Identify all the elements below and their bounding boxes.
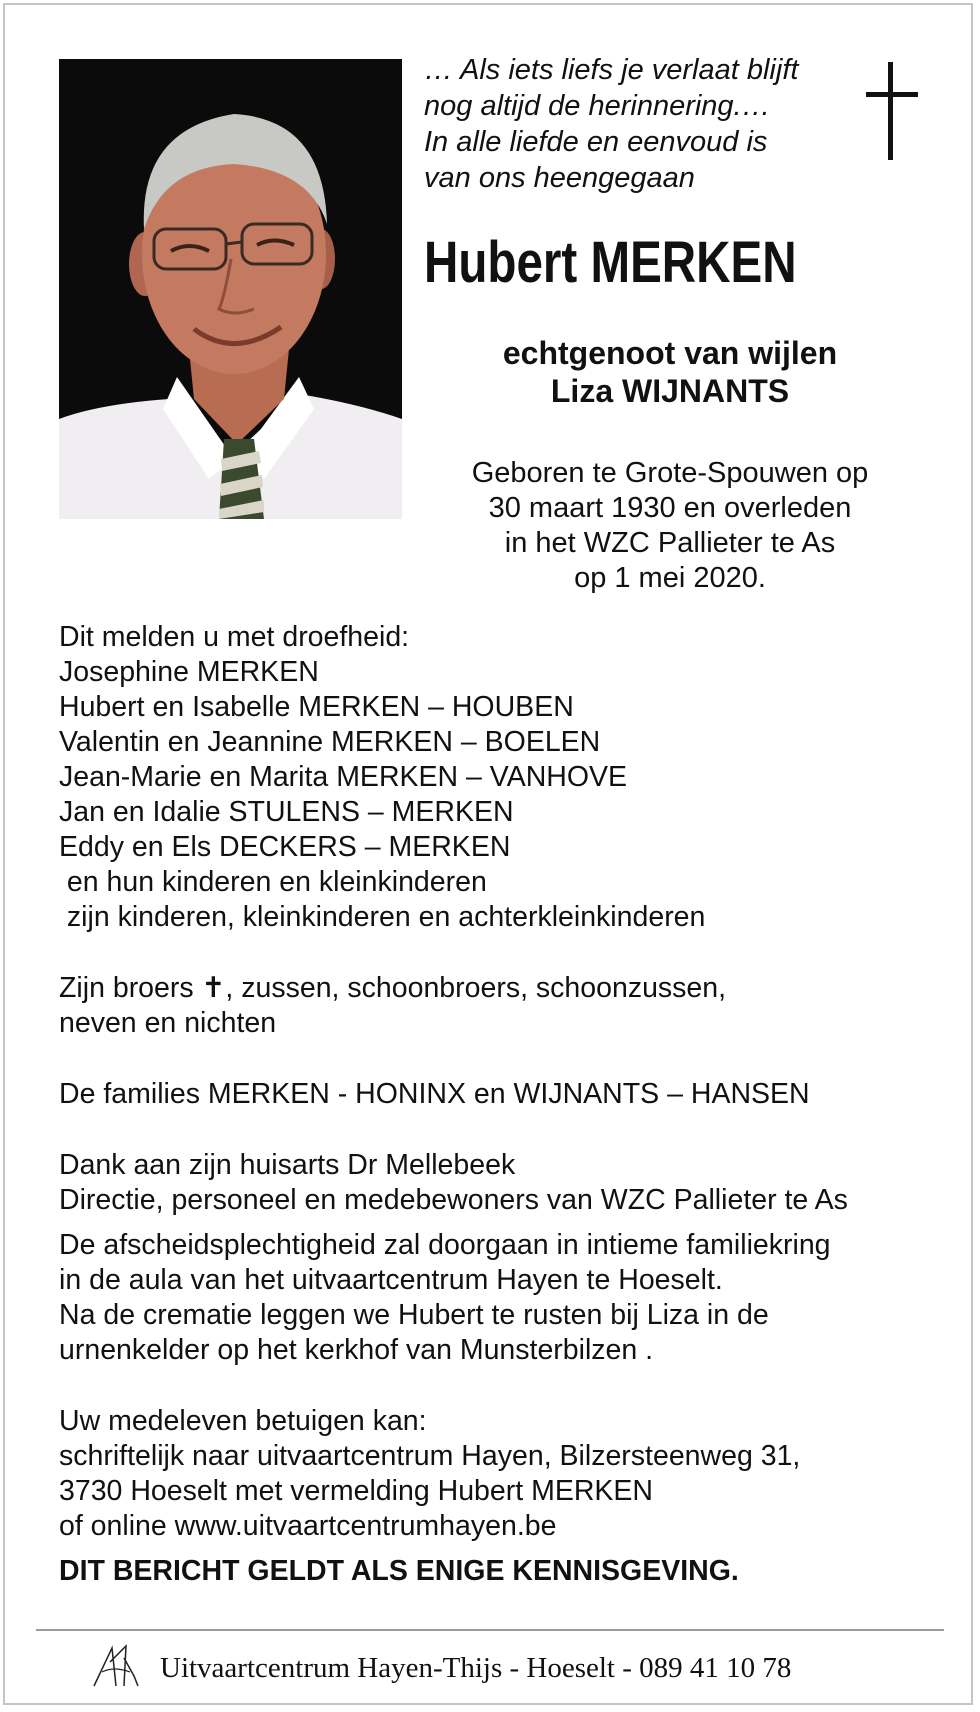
family-member: Valentin en Jeannine MERKEN – BOELEN xyxy=(59,726,601,758)
family-member: Hubert en Isabelle MERKEN – HOUBEN xyxy=(59,691,574,723)
quote-line: … Als iets liefs je verlaat blijft xyxy=(424,54,799,86)
deceased-name: Hubert MERKEN xyxy=(424,230,797,295)
family-member: en hun kinderen en kleinkinderen xyxy=(59,866,487,898)
family-member: Josephine MERKEN xyxy=(59,656,319,688)
footer-contact: Uitvaartcentrum Hayen-Thijs - Hoeselt - 089 41 10 78 xyxy=(160,1652,792,1684)
born-line: 30 maart 1930 en overleden xyxy=(488,492,852,524)
spouse-line: echtgenoot van wijlen xyxy=(502,335,838,371)
thanks-line: Dank aan zijn huisarts Dr Mellebeek xyxy=(59,1149,516,1181)
family-intro: Dit melden u met droefheid: xyxy=(59,621,410,653)
memorial-quote xyxy=(424,52,824,196)
spouse-name: Liza WIJNANTS xyxy=(550,373,790,409)
quote-line: In alle liefde en eenvoud is xyxy=(424,126,768,158)
families-line: De families MERKEN - HONINX en WIJNANTS – HANSEN xyxy=(59,1078,810,1110)
ceremony-line: De afscheidsplechtigheid zal doorgaan in intieme familiekring xyxy=(59,1229,831,1261)
condolence-line: Uw medeleven betuigen kan: xyxy=(59,1405,427,1437)
born-line: Geboren te Grote-Spouwen op xyxy=(471,457,869,489)
family-member: zijn kinderen, kleinkinderen en achterkleinkinderen xyxy=(59,901,706,933)
quote-line: nog altijd de herinnering.… xyxy=(424,90,771,122)
birth-death-info xyxy=(420,456,920,596)
born-line: in het WZC Pallieter te As xyxy=(504,527,836,559)
notice-body xyxy=(59,620,929,1589)
thanks-line: Directie, personeel en medebewoners van WZC Pallieter te As xyxy=(59,1184,848,1216)
ceremony-line: Na de crematie leggen we Hubert te rusten bij Liza in de xyxy=(59,1299,769,1331)
ceremony-line: in de aula van het uitvaartcentrum Hayen te Hoeselt. xyxy=(59,1264,723,1296)
family-member: Eddy en Els DECKERS – MERKEN xyxy=(59,831,511,863)
footer xyxy=(90,1642,920,1694)
ceremony-line: urnenkelder op het kerkhof van Munsterbilzen . xyxy=(59,1334,654,1366)
footer-divider xyxy=(36,1629,944,1631)
cross-icon xyxy=(862,62,918,160)
condolence-line: of online www.uitvaartcentrumhayen.be xyxy=(59,1510,557,1542)
quote-line: van ons heengegaan xyxy=(424,162,695,194)
spouse-info xyxy=(420,334,920,410)
family-member: Jan en Idalie STULENS – MERKEN xyxy=(59,796,514,828)
portrait-photo xyxy=(59,59,402,519)
official-notice: DIT BERICHT GELDT ALS ENIGE KENNISGEVING. xyxy=(59,1555,739,1587)
condolence-line: 3730 Hoeselt met vermelding Hubert MERKEN xyxy=(59,1475,654,1507)
family-member: Jean-Marie en Marita MERKEN – VANHOVE xyxy=(59,761,628,793)
funeral-home-logo-icon xyxy=(90,1642,144,1690)
born-line: op 1 mei 2020. xyxy=(574,562,766,594)
siblings-line: neven en nichten xyxy=(59,1007,277,1039)
condolence-line: schriftelijk naar uitvaartcentrum Hayen, Bilzersteenweg 31, xyxy=(59,1440,801,1472)
siblings-line: Zijn broers ✝, zussen, schoonbroers, schoonzussen, xyxy=(59,972,727,1004)
